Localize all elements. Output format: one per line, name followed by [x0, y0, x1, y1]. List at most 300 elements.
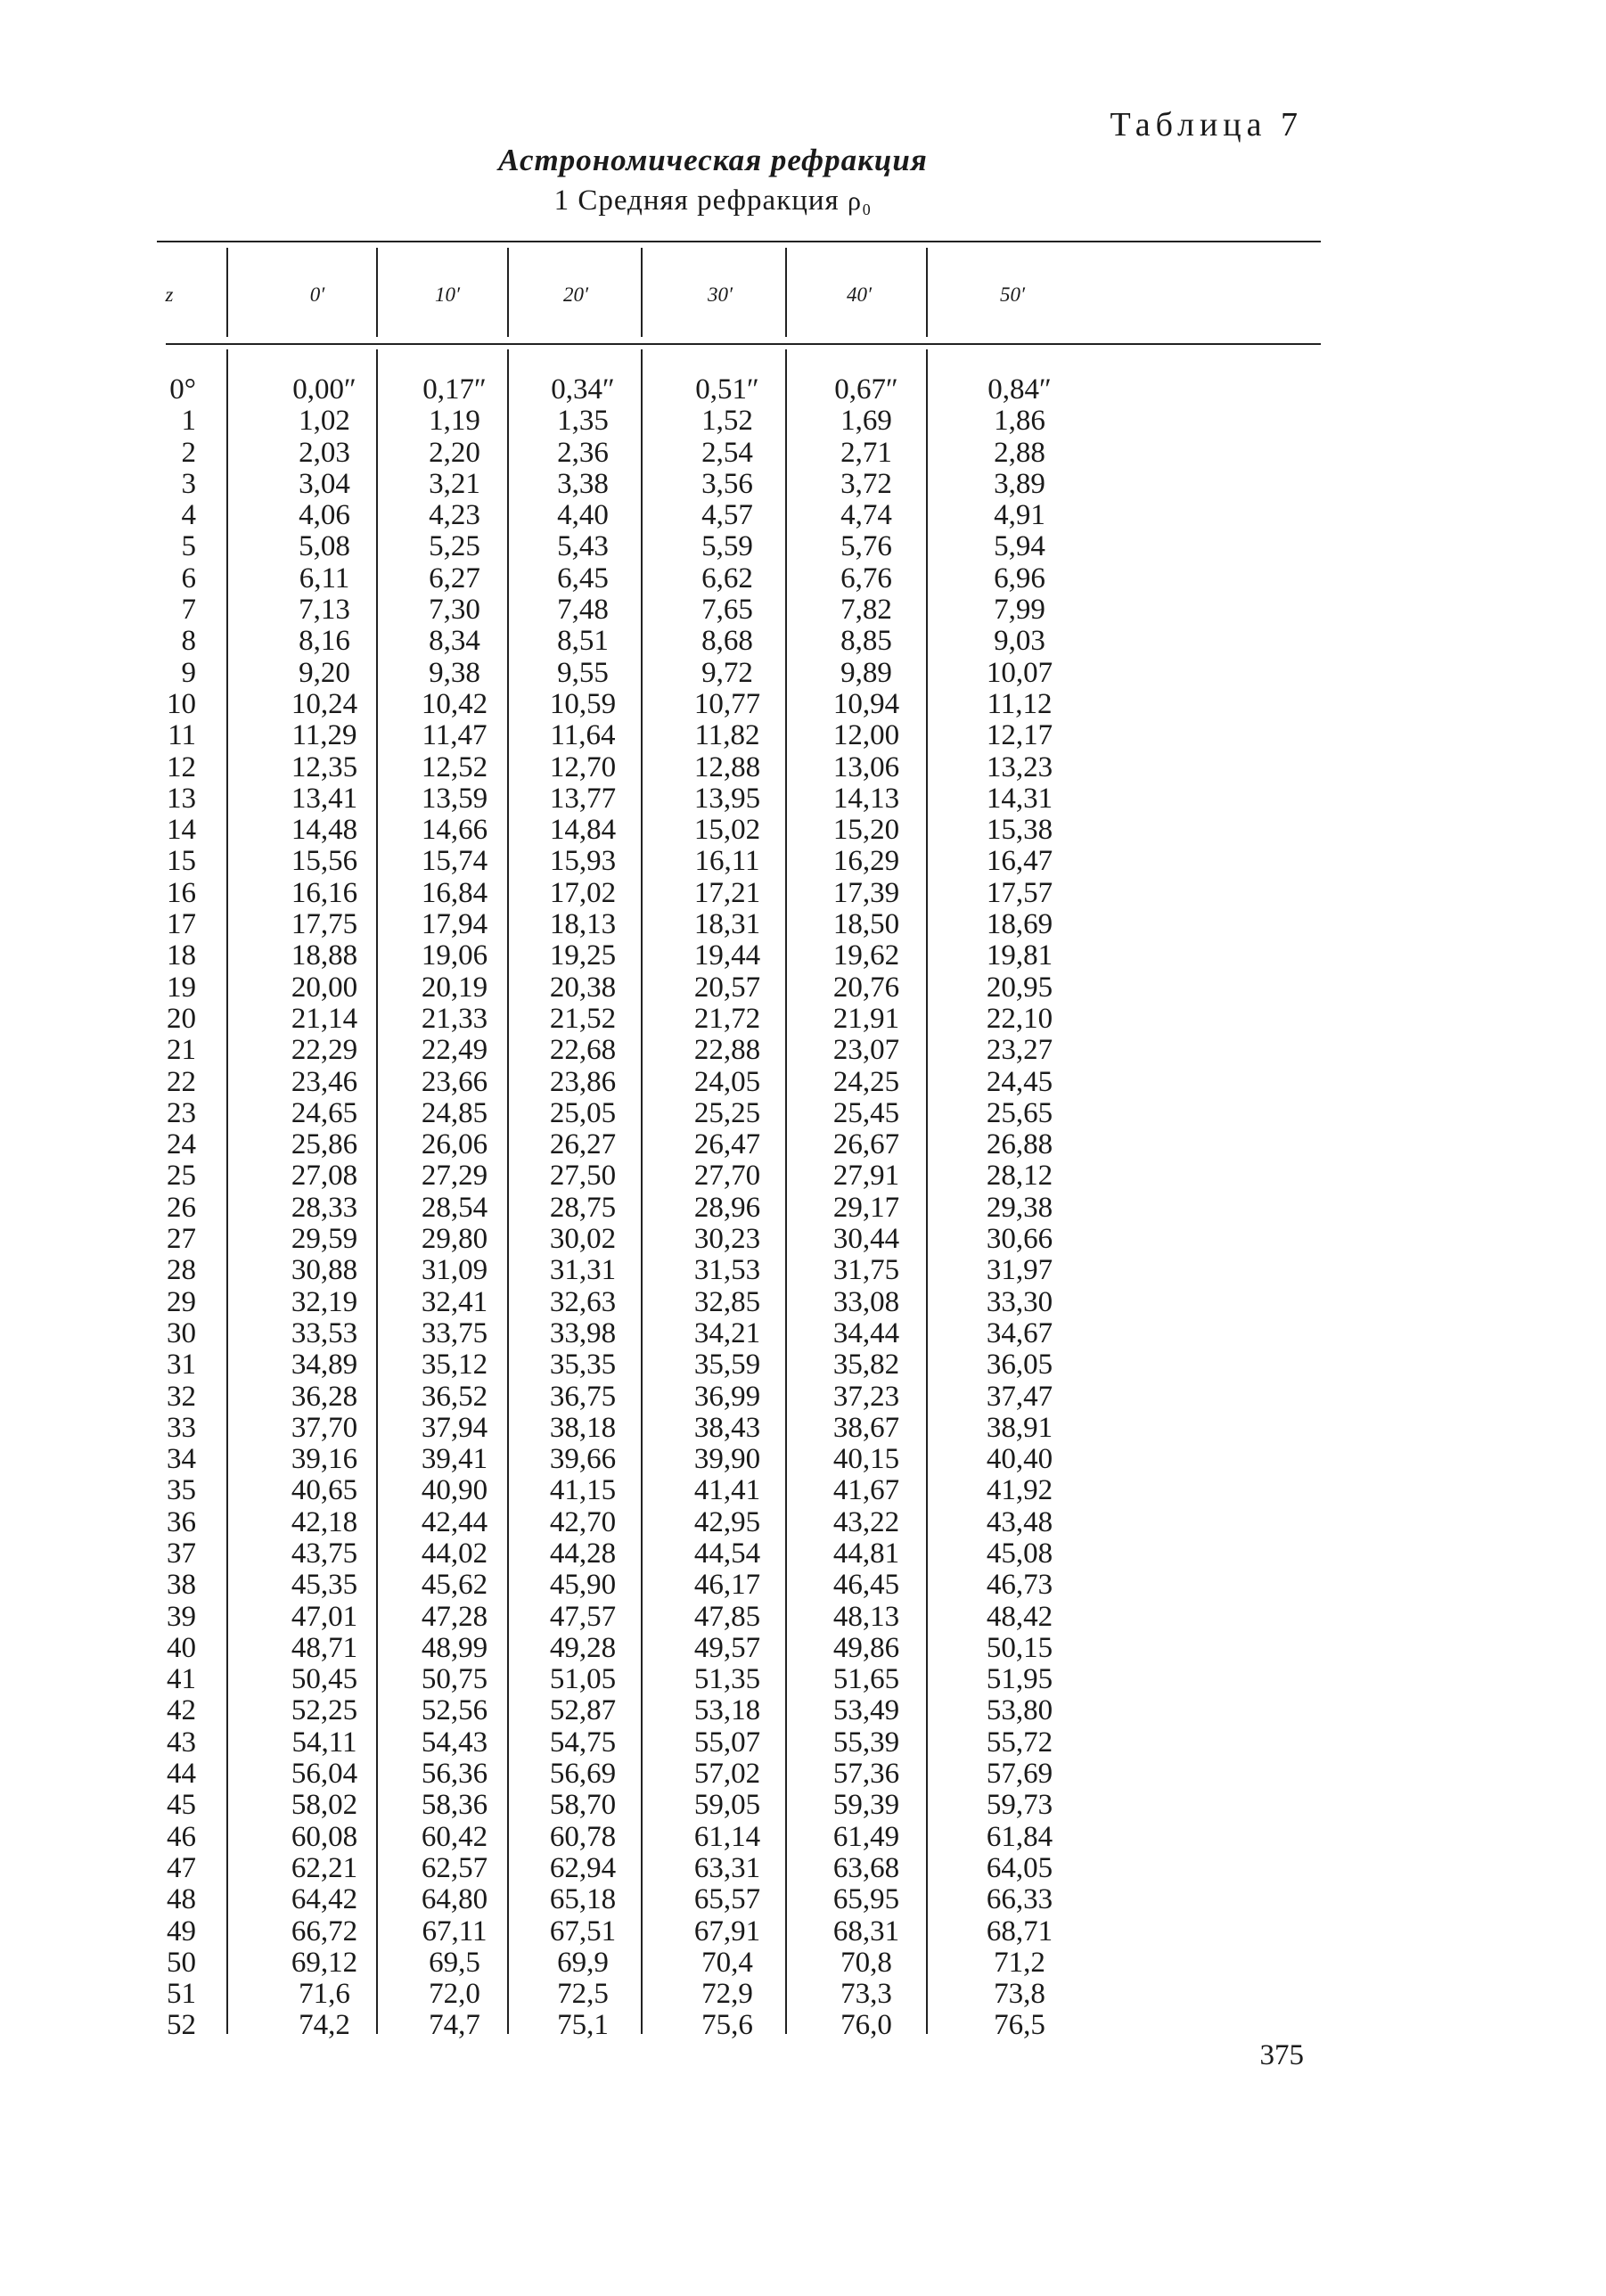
table-row	[157, 1884, 1321, 1915]
table-row	[157, 1853, 1321, 1884]
zenith-distance-cell: 38	[167, 1569, 196, 1602]
refraction-value-cell: 1,69	[840, 405, 892, 438]
refraction-value-cell: 23,46	[291, 1065, 358, 1098]
refraction-value-cell: 3,56	[701, 467, 753, 500]
refraction-value-cell: 16,11	[694, 845, 760, 878]
refraction-value-cell: 57,69	[986, 1758, 1053, 1791]
zenith-distance-cell: 5	[181, 530, 196, 563]
refraction-value-cell: 28,96	[693, 1191, 761, 1224]
zenith-distance-cell: 37	[167, 1537, 196, 1570]
refraction-value-cell: 56,69	[549, 1758, 617, 1791]
refraction-value-cell: 61,49	[832, 1820, 900, 1853]
refraction-value-cell: 58,70	[549, 1789, 617, 1822]
refraction-value-cell: 10,07	[986, 656, 1053, 689]
refraction-value-cell: 46,73	[986, 1569, 1053, 1602]
refraction-value-cell: 62,21	[291, 1851, 358, 1884]
zenith-distance-cell: 16	[167, 876, 196, 909]
refraction-value-cell: 20,00	[291, 971, 358, 1004]
refraction-value-cell: 22,49	[421, 1034, 488, 1067]
refraction-value-cell: 22,10	[986, 1002, 1053, 1035]
zenith-distance-cell: 9	[181, 656, 196, 689]
refraction-value-cell: 7,13	[299, 594, 350, 627]
refraction-value-cell: 9,72	[701, 656, 753, 689]
zenith-distance-cell: 10	[167, 687, 196, 720]
refraction-value-cell: 63,31	[693, 1851, 761, 1884]
refraction-value-cell: 8,68	[701, 625, 753, 658]
refraction-value-cell: 25,25	[693, 1096, 761, 1129]
table-row	[157, 909, 1321, 940]
refraction-value-cell: 43,48	[986, 1505, 1053, 1538]
zenith-distance-cell: 52	[167, 2009, 196, 2042]
refraction-value-cell: 13,95	[693, 782, 761, 815]
table-number: Таблица 7	[1110, 106, 1303, 144]
refraction-value-cell: 13,41	[291, 782, 358, 815]
header-divider	[785, 248, 787, 337]
refraction-value-cell: 9,20	[299, 656, 350, 689]
table-row	[157, 940, 1321, 972]
refraction-value-cell: 18,31	[693, 908, 761, 941]
refraction-value-cell: 0,00″	[292, 373, 356, 406]
zenith-distance-cell: 28	[167, 1254, 196, 1287]
refraction-value-cell: 25,65	[986, 1096, 1053, 1129]
table-row	[157, 1413, 1321, 1444]
refraction-value-cell: 51,65	[832, 1663, 900, 1696]
refraction-value-cell: 24,25	[832, 1065, 900, 1098]
refraction-value-cell: 23,86	[549, 1065, 617, 1098]
refraction-value-cell: 30,66	[986, 1223, 1053, 1256]
refraction-value-cell: 2,20	[429, 436, 480, 469]
table-row	[157, 626, 1321, 657]
column-header: 30′	[707, 283, 733, 306]
refraction-value-cell: 39,41	[421, 1443, 488, 1476]
refraction-value-cell: 23,66	[421, 1065, 488, 1098]
column-divider	[785, 349, 787, 2034]
refraction-value-cell: 53,80	[986, 1694, 1053, 1727]
refraction-value-cell: 51,05	[549, 1663, 617, 1696]
refraction-value-cell: 31,09	[421, 1254, 488, 1287]
refraction-value-cell: 2,71	[840, 436, 892, 469]
zenith-distance-cell: 31	[167, 1349, 196, 1382]
refraction-value-cell: 49,86	[832, 1631, 900, 1664]
zenith-distance-cell: 40	[167, 1631, 196, 1664]
refraction-value-cell: 36,75	[549, 1380, 617, 1413]
refraction-value-cell: 42,18	[291, 1505, 358, 1538]
zenith-distance-cell: 45	[167, 1789, 196, 1822]
table-row	[157, 1979, 1321, 2010]
table-row	[157, 1382, 1321, 1413]
refraction-value-cell: 17,21	[693, 876, 761, 909]
zenith-distance-cell: 42	[167, 1694, 196, 1727]
refraction-value-cell: 34,44	[832, 1316, 900, 1349]
refraction-value-cell: 13,77	[549, 782, 617, 815]
zenith-distance-cell: 6	[181, 562, 196, 594]
refraction-value-cell: 17,02	[549, 876, 617, 909]
refraction-value-cell: 20,38	[549, 971, 617, 1004]
refraction-table	[157, 241, 1321, 2041]
refraction-value-cell: 26,47	[693, 1128, 761, 1161]
refraction-value-cell: 52,25	[291, 1694, 358, 1727]
zenith-distance-cell: 14	[167, 814, 196, 847]
refraction-value-cell: 3,89	[994, 467, 1045, 500]
zenith-distance-cell: 13	[167, 782, 196, 815]
header-divider	[507, 248, 509, 337]
refraction-value-cell: 48,99	[421, 1631, 488, 1664]
refraction-value-cell: 50,75	[421, 1663, 488, 1696]
header-divider	[376, 248, 378, 337]
refraction-value-cell: 2,03	[299, 436, 350, 469]
refraction-value-cell: 4,91	[994, 499, 1045, 532]
refraction-value-cell: 55,39	[832, 1726, 900, 1759]
refraction-value-cell: 24,05	[693, 1065, 761, 1098]
column-divider	[226, 349, 228, 2034]
refraction-value-cell: 12,88	[693, 750, 761, 783]
refraction-value-cell: 12,52	[421, 750, 488, 783]
refraction-value-cell: 9,89	[840, 656, 892, 689]
zenith-distance-cell: 23	[167, 1096, 196, 1129]
table-row	[157, 1129, 1321, 1160]
refraction-value-cell: 43,22	[832, 1505, 900, 1538]
refraction-value-cell: 57,36	[832, 1758, 900, 1791]
refraction-value-cell: 2,88	[994, 436, 1045, 469]
subtitle-text: 1 Средняя рефракция	[553, 184, 840, 217]
refraction-value-cell: 40,15	[832, 1443, 900, 1476]
refraction-value-cell: 37,47	[986, 1380, 1053, 1413]
refraction-value-cell: 75,1	[557, 2009, 609, 2042]
refraction-value-cell: 24,85	[421, 1096, 488, 1129]
refraction-value-cell: 58,02	[291, 1789, 358, 1822]
refraction-value-cell: 13,06	[832, 750, 900, 783]
refraction-value-cell: 32,41	[421, 1285, 488, 1318]
column-divider	[507, 349, 509, 2034]
refraction-value-cell: 56,36	[421, 1758, 488, 1791]
table-row	[157, 783, 1321, 815]
refraction-value-cell: 18,88	[291, 939, 358, 972]
refraction-value-cell: 74,7	[429, 2009, 480, 2042]
refraction-value-cell: 73,8	[994, 1978, 1045, 2011]
table-row	[157, 563, 1321, 594]
table-row	[157, 1602, 1321, 1633]
refraction-value-cell: 21,91	[832, 1002, 900, 1035]
refraction-value-cell: 57,02	[693, 1758, 761, 1791]
refraction-value-cell: 0,17″	[422, 373, 487, 406]
refraction-value-cell: 31,31	[549, 1254, 617, 1287]
refraction-value-cell: 18,50	[832, 908, 900, 941]
refraction-value-cell: 7,30	[429, 594, 480, 627]
refraction-value-cell: 7,82	[840, 594, 892, 627]
refraction-value-cell: 10,94	[832, 687, 900, 720]
refraction-value-cell: 37,23	[832, 1380, 900, 1413]
refraction-value-cell: 3,04	[299, 467, 350, 500]
refraction-value-cell: 47,57	[549, 1600, 617, 1633]
refraction-value-cell: 52,87	[549, 1694, 617, 1727]
refraction-value-cell: 54,75	[549, 1726, 617, 1759]
table-row	[157, 1822, 1321, 1853]
refraction-value-cell: 36,05	[986, 1349, 1053, 1382]
table-row	[157, 972, 1321, 1004]
table-row	[157, 1098, 1321, 1129]
refraction-value-cell: 60,08	[291, 1820, 358, 1853]
refraction-value-cell: 66,72	[291, 1915, 358, 1948]
refraction-value-cell: 51,95	[986, 1663, 1053, 1696]
zenith-distance-cell: 49	[167, 1915, 196, 1948]
zenith-distance-cell: 47	[167, 1851, 196, 1884]
table-row	[157, 1507, 1321, 1538]
refraction-value-cell: 4,06	[299, 499, 350, 532]
column-divider	[376, 349, 378, 2034]
refraction-value-cell: 4,40	[557, 499, 609, 532]
refraction-value-cell: 69,5	[429, 1946, 480, 1979]
refraction-value-cell: 33,98	[549, 1316, 617, 1349]
refraction-value-cell: 5,94	[994, 530, 1045, 563]
table-row	[157, 1570, 1321, 1601]
table-row	[157, 1349, 1321, 1381]
refraction-value-cell: 21,52	[549, 1002, 617, 1035]
header-divider	[641, 248, 643, 337]
table-row	[157, 1916, 1321, 1948]
refraction-value-cell: 33,08	[832, 1285, 900, 1318]
refraction-value-cell: 23,27	[986, 1034, 1053, 1067]
refraction-value-cell: 45,62	[421, 1569, 488, 1602]
refraction-value-cell: 29,38	[986, 1191, 1053, 1224]
refraction-value-cell: 8,51	[557, 625, 609, 658]
refraction-value-cell: 11,82	[694, 719, 760, 752]
refraction-value-cell: 6,96	[994, 562, 1045, 594]
refraction-value-cell: 44,54	[693, 1537, 761, 1570]
refraction-value-cell: 1,02	[299, 405, 350, 438]
table-row	[157, 1224, 1321, 1255]
refraction-value-cell: 17,75	[291, 908, 358, 941]
refraction-value-cell: 43,75	[291, 1537, 358, 1570]
table-row	[157, 1287, 1321, 1318]
refraction-value-cell: 33,75	[421, 1316, 488, 1349]
zenith-distance-cell: 27	[167, 1223, 196, 1256]
refraction-value-cell: 72,0	[429, 1978, 480, 2011]
refraction-value-cell: 8,85	[840, 625, 892, 658]
refraction-value-cell: 41,92	[986, 1474, 1053, 1507]
zenith-distance-cell: 48	[167, 1883, 196, 1916]
table-row	[157, 658, 1321, 689]
refraction-value-cell: 67,11	[422, 1915, 488, 1948]
refraction-value-cell: 52,56	[421, 1694, 488, 1727]
refraction-value-cell: 31,53	[693, 1254, 761, 1287]
zenith-distance-cell: 12	[167, 750, 196, 783]
refraction-value-cell: 53,49	[832, 1694, 900, 1727]
refraction-value-cell: 27,08	[291, 1160, 358, 1193]
refraction-value-cell: 32,19	[291, 1285, 358, 1318]
table-row	[157, 531, 1321, 562]
refraction-value-cell: 42,70	[549, 1505, 617, 1538]
refraction-value-cell: 60,78	[549, 1820, 617, 1853]
refraction-value-cell: 25,86	[291, 1128, 358, 1161]
refraction-value-cell: 4,74	[840, 499, 892, 532]
refraction-value-cell: 3,72	[840, 467, 892, 500]
table-row	[157, 406, 1321, 437]
refraction-value-cell: 27,50	[549, 1160, 617, 1193]
refraction-value-cell: 6,11	[299, 562, 350, 594]
refraction-value-cell: 15,74	[421, 845, 488, 878]
refraction-value-cell: 18,13	[549, 908, 617, 941]
refraction-value-cell: 73,3	[840, 1978, 892, 2011]
zenith-distance-cell: 36	[167, 1505, 196, 1538]
refraction-value-cell: 67,91	[693, 1915, 761, 1948]
refraction-value-cell: 44,81	[832, 1537, 900, 1570]
refraction-value-cell: 30,23	[693, 1223, 761, 1256]
zenith-distance-cell: 7	[181, 594, 196, 627]
refraction-value-cell: 16,84	[421, 876, 488, 909]
refraction-value-cell: 12,17	[986, 719, 1053, 752]
zenith-distance-cell: 43	[167, 1726, 196, 1759]
table-row	[157, 1664, 1321, 1695]
refraction-value-cell: 71,2	[994, 1946, 1045, 1979]
refraction-value-cell: 36,99	[693, 1380, 761, 1413]
table-row	[157, 1948, 1321, 1979]
table-row	[157, 594, 1321, 626]
refraction-value-cell: 39,66	[549, 1443, 617, 1476]
refraction-value-cell: 15,56	[291, 845, 358, 878]
refraction-value-cell: 22,68	[549, 1034, 617, 1067]
refraction-value-cell: 0,34″	[551, 373, 615, 406]
refraction-value-cell: 51,35	[693, 1663, 761, 1696]
table-row	[157, 689, 1321, 720]
refraction-value-cell: 14,66	[421, 814, 488, 847]
refraction-value-cell: 75,6	[701, 2009, 753, 2042]
table-row	[157, 1695, 1321, 1726]
refraction-value-cell: 9,38	[429, 656, 480, 689]
table-row	[157, 1444, 1321, 1475]
refraction-value-cell: 22,88	[693, 1034, 761, 1067]
refraction-value-cell: 19,62	[832, 939, 900, 972]
table-row	[157, 1193, 1321, 1224]
refraction-value-cell: 40,40	[986, 1443, 1053, 1476]
refraction-value-cell: 4,57	[701, 499, 753, 532]
table-row	[157, 1255, 1321, 1286]
refraction-value-cell: 5,59	[701, 530, 753, 563]
refraction-value-cell: 10,24	[291, 687, 358, 720]
refraction-value-cell: 50,45	[291, 1663, 358, 1696]
refraction-value-cell: 0,51″	[695, 373, 759, 406]
table-row	[157, 815, 1321, 846]
refraction-value-cell: 54,43	[421, 1726, 488, 1759]
refraction-value-cell: 41,15	[549, 1474, 617, 1507]
column-header: 0′	[309, 283, 325, 306]
refraction-value-cell: 27,29	[421, 1160, 488, 1193]
table-header-rule	[166, 343, 1321, 345]
refraction-value-cell: 40,65	[291, 1474, 358, 1507]
refraction-value-cell: 69,9	[557, 1946, 609, 1979]
refraction-value-cell: 13,59	[421, 782, 488, 815]
refraction-value-cell: 11,64	[550, 719, 616, 752]
refraction-value-cell: 55,72	[986, 1726, 1053, 1759]
refraction-value-cell: 17,39	[832, 876, 900, 909]
refraction-value-cell: 20,76	[832, 971, 900, 1004]
table-row	[157, 1160, 1321, 1192]
refraction-value-cell: 41,41	[693, 1474, 761, 1507]
zenith-distance-cell: 39	[167, 1600, 196, 1633]
refraction-value-cell: 23,07	[832, 1034, 900, 1067]
refraction-value-cell: 24,45	[986, 1065, 1053, 1098]
zenith-distance-cell: 22	[167, 1065, 196, 1098]
refraction-value-cell: 15,38	[986, 814, 1053, 847]
refraction-value-cell: 46,17	[693, 1569, 761, 1602]
column-divider	[641, 349, 643, 2034]
refraction-value-cell: 15,02	[693, 814, 761, 847]
refraction-value-cell: 22,29	[291, 1034, 358, 1067]
refraction-value-cell: 62,57	[421, 1851, 488, 1884]
refraction-value-cell: 48,42	[986, 1600, 1053, 1633]
zenith-distance-cell: 30	[167, 1316, 196, 1349]
refraction-value-cell: 76,0	[840, 2009, 892, 2042]
refraction-value-cell: 76,5	[994, 2009, 1045, 2042]
refraction-value-cell: 9,55	[557, 656, 609, 689]
column-header: 50′	[999, 283, 1026, 306]
refraction-value-cell: 8,34	[429, 625, 480, 658]
zenith-distance-cell: 3	[181, 467, 196, 500]
refraction-value-cell: 64,42	[291, 1883, 358, 1916]
refraction-value-cell: 59,05	[693, 1789, 761, 1822]
table-row	[157, 1004, 1321, 1035]
refraction-value-cell: 71,6	[299, 1978, 350, 2011]
table-row	[157, 438, 1321, 469]
refraction-value-cell: 11,47	[422, 719, 488, 752]
refraction-value-cell: 1,35	[557, 405, 609, 438]
refraction-value-cell: 14,48	[291, 814, 358, 847]
refraction-value-cell: 60,42	[421, 1820, 488, 1853]
refraction-value-cell: 10,77	[693, 687, 761, 720]
zenith-distance-cell: 29	[167, 1285, 196, 1318]
refraction-value-cell: 2,54	[701, 436, 753, 469]
table-row	[157, 1790, 1321, 1821]
refraction-value-cell: 35,12	[421, 1349, 488, 1382]
refraction-value-cell: 70,4	[701, 1946, 753, 1979]
refraction-value-cell: 68,31	[832, 1915, 900, 1948]
refraction-value-cell: 33,53	[291, 1316, 358, 1349]
table-row	[157, 1475, 1321, 1506]
refraction-value-cell: 8,16	[299, 625, 350, 658]
refraction-value-cell: 45,90	[549, 1569, 617, 1602]
refraction-value-cell: 12,70	[549, 750, 617, 783]
refraction-value-cell: 59,73	[986, 1789, 1053, 1822]
refraction-value-cell: 30,44	[832, 1223, 900, 1256]
header-divider	[226, 248, 228, 337]
table-subtitle	[0, 184, 1426, 217]
refraction-value-cell: 13,23	[986, 750, 1053, 783]
refraction-value-cell: 6,62	[701, 562, 753, 594]
refraction-value-cell: 38,18	[549, 1411, 617, 1444]
zenith-distance-cell: 11	[168, 719, 196, 752]
zenith-distance-cell: 17	[167, 908, 196, 941]
refraction-value-cell: 70,8	[840, 1946, 892, 1979]
refraction-value-cell: 36,28	[291, 1380, 358, 1413]
refraction-value-cell: 6,27	[429, 562, 480, 594]
refraction-value-cell: 65,57	[693, 1883, 761, 1916]
refraction-value-cell: 72,9	[701, 1978, 753, 2011]
table-row	[157, 878, 1321, 909]
refraction-value-cell: 65,95	[832, 1883, 900, 1916]
refraction-value-cell: 20,95	[986, 971, 1053, 1004]
refraction-value-cell: 25,05	[549, 1096, 617, 1129]
refraction-value-cell: 28,33	[291, 1191, 358, 1224]
refraction-value-cell: 28,54	[421, 1191, 488, 1224]
refraction-value-cell: 53,18	[693, 1694, 761, 1727]
refraction-value-cell: 24,65	[291, 1096, 358, 1129]
zenith-distance-cell: 0°	[169, 373, 196, 406]
zenith-distance-cell: 33	[167, 1411, 196, 1444]
refraction-value-cell: 40,90	[421, 1474, 488, 1507]
refraction-value-cell: 55,07	[693, 1726, 761, 1759]
zenith-distance-cell: 41	[167, 1663, 196, 1696]
column-header: z	[165, 283, 174, 306]
refraction-value-cell: 28,75	[549, 1191, 617, 1224]
